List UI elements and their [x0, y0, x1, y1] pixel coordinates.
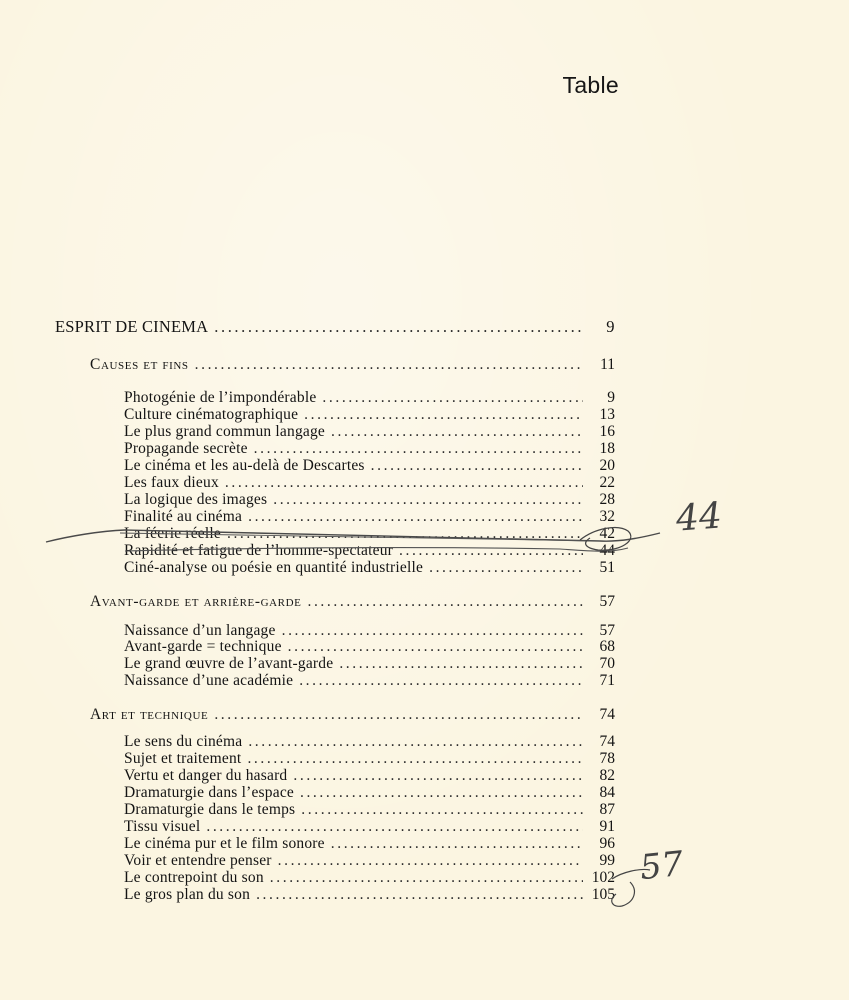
toc-chapter[interactable] [90, 706, 615, 723]
leader-dots [307, 593, 583, 610]
toc-page-number: 16 [599, 423, 615, 440]
leader-dots [429, 559, 583, 576]
toc-page-number: 82 [599, 767, 615, 784]
toc-page-number: 9 [606, 317, 615, 336]
toc-page-number: 84 [599, 784, 615, 801]
toc-part[interactable] [55, 318, 615, 335]
toc-page-number: 32 [599, 508, 615, 525]
toc-section[interactable] [124, 818, 615, 835]
toc-page-number: 18 [599, 440, 615, 457]
leader-dots [195, 356, 583, 373]
toc-page-number: 71 [599, 672, 615, 689]
leader-dots [247, 750, 583, 767]
toc-section[interactable] [124, 525, 615, 542]
toc-section[interactable] [124, 801, 615, 818]
leader-dots [248, 508, 583, 525]
toc-page-number: 96 [599, 835, 615, 852]
toc-section-label: Naissance d’une académie [124, 672, 294, 689]
toc-section-label: Finalité au cinéma [124, 508, 243, 525]
leader-dots [214, 706, 583, 723]
toc-section-label: Photogénie de l’impondérable [124, 389, 317, 406]
toc-section-label: Le plus grand commun langage [124, 423, 326, 440]
leader-dots [256, 886, 583, 903]
toc-section[interactable] [124, 852, 615, 869]
toc-section-label: Voir et entendre penser [124, 852, 272, 869]
toc-page-number: 57 [599, 622, 615, 639]
toc-section-label: Dramaturgie dans l’espace [124, 784, 294, 801]
toc-section[interactable] [124, 655, 615, 672]
leader-dots [331, 835, 583, 852]
toc-section-label: Rapidité et fatigue de l’homme-spectateur [124, 542, 394, 559]
toc-section[interactable] [124, 423, 615, 440]
toc-section-label: Le cinéma et les au-delà de Descartes [124, 457, 365, 474]
leader-dots [399, 542, 583, 559]
toc-section-label: Tissu visuel [124, 818, 201, 835]
toc-page-number: 57 [599, 593, 615, 610]
toc-page-number: 9 [607, 389, 615, 406]
toc-page-number: 78 [599, 750, 615, 767]
toc-section[interactable] [124, 835, 615, 852]
toc-section[interactable] [124, 750, 615, 767]
toc-section[interactable] [124, 869, 615, 886]
toc-page-number: 99 [599, 852, 615, 869]
toc-page-number: 68 [599, 638, 615, 655]
toc-section[interactable] [124, 491, 615, 508]
leader-dots [225, 474, 583, 491]
toc-section[interactable] [124, 767, 615, 784]
toc-section[interactable] [124, 474, 615, 491]
leader-dots [270, 869, 583, 886]
toc-section[interactable] [124, 886, 615, 903]
leader-dots [278, 852, 583, 869]
toc-section-label: La logique des images [124, 491, 268, 508]
toc-chapter-label: Causes et fins [90, 356, 189, 373]
leader-dots [300, 784, 583, 801]
toc-page-number: 20 [599, 457, 615, 474]
leader-dots [273, 491, 583, 508]
toc-page-number: 102 [591, 869, 615, 886]
toc-section-label: Vertu et danger du hasard [124, 767, 288, 784]
leader-dots [339, 655, 583, 672]
toc-page-number: 91 [599, 818, 615, 835]
toc-section[interactable] [124, 508, 615, 525]
toc-section-label: Le sens du cinéma [124, 733, 243, 750]
leader-dots [299, 672, 583, 689]
toc-section[interactable] [124, 542, 615, 559]
toc-section[interactable] [124, 389, 615, 406]
toc-section-label: Avant-garde = technique [124, 638, 282, 655]
handwritten-note: 44 [674, 495, 724, 540]
leader-dots [248, 733, 583, 750]
leader-dots [288, 638, 583, 655]
toc-section[interactable] [124, 440, 615, 457]
toc-section-label: Le grand œuvre de l’avant-garde [124, 655, 334, 672]
toc-section[interactable] [124, 733, 615, 750]
toc-section[interactable] [124, 622, 615, 639]
toc-section-label: La féerie réelle [124, 525, 221, 542]
leader-dots [371, 457, 583, 474]
toc-section-label: Les faux dieux [124, 474, 219, 491]
leader-dots [301, 801, 583, 818]
toc-page-number: 44 [599, 542, 615, 559]
toc-page-number: 42 [599, 525, 615, 542]
toc-section-label: Le gros plan du son [124, 886, 251, 903]
toc-section[interactable] [124, 406, 615, 423]
toc-section-label: Culture cinématographique [124, 406, 299, 423]
leader-dots [254, 440, 583, 457]
toc-section-label: Naissance d’un langage [124, 622, 276, 639]
toc-section[interactable] [124, 559, 615, 576]
toc-section[interactable] [124, 457, 615, 474]
toc-chapter-label: Avant-garde et arrière-garde [90, 593, 302, 610]
toc-page-number: 87 [599, 801, 615, 818]
toc-chapter[interactable] [90, 356, 615, 373]
leader-dots [293, 767, 583, 784]
toc-page-number: 105 [591, 886, 615, 903]
toc-page-number: 22 [599, 474, 615, 491]
toc-page-number: 74 [599, 733, 615, 750]
toc-page-number: 74 [599, 706, 615, 723]
toc-chapter-label: Art et technique [90, 706, 209, 723]
toc-part-label: ESPRIT DE CINEMA [55, 317, 209, 336]
leader-dots [282, 622, 583, 639]
leader-dots [304, 406, 583, 423]
leader-dots [206, 818, 583, 835]
leader-dots [322, 389, 583, 406]
toc-chapter[interactable] [90, 593, 615, 610]
toc-section-label: Ciné-analyse ou poésie en quantité industrielle [124, 559, 424, 576]
toc-section[interactable] [124, 638, 615, 655]
page-title: Table [562, 72, 619, 98]
toc-section[interactable] [124, 672, 615, 689]
toc-section-label: Sujet et traitement [124, 750, 242, 767]
toc-page-number: 70 [599, 655, 615, 672]
handwritten-note: 57 [638, 843, 686, 889]
toc-section-label: Propagande secrète [124, 440, 248, 457]
toc-section-label: Le cinéma pur et le film sonore [124, 835, 325, 852]
leader-dots [214, 318, 583, 335]
toc-page-number: 13 [599, 406, 615, 423]
toc-page-number: 11 [600, 356, 615, 373]
toc-section[interactable] [124, 784, 615, 801]
leader-dots [331, 423, 583, 440]
toc-section-label: Dramaturgie dans le temps [124, 801, 296, 818]
toc-section-label: Le contrepoint du son [124, 869, 264, 886]
leader-dots [227, 525, 583, 542]
toc-page-number: 28 [599, 491, 615, 508]
toc-page-number: 51 [599, 559, 615, 576]
